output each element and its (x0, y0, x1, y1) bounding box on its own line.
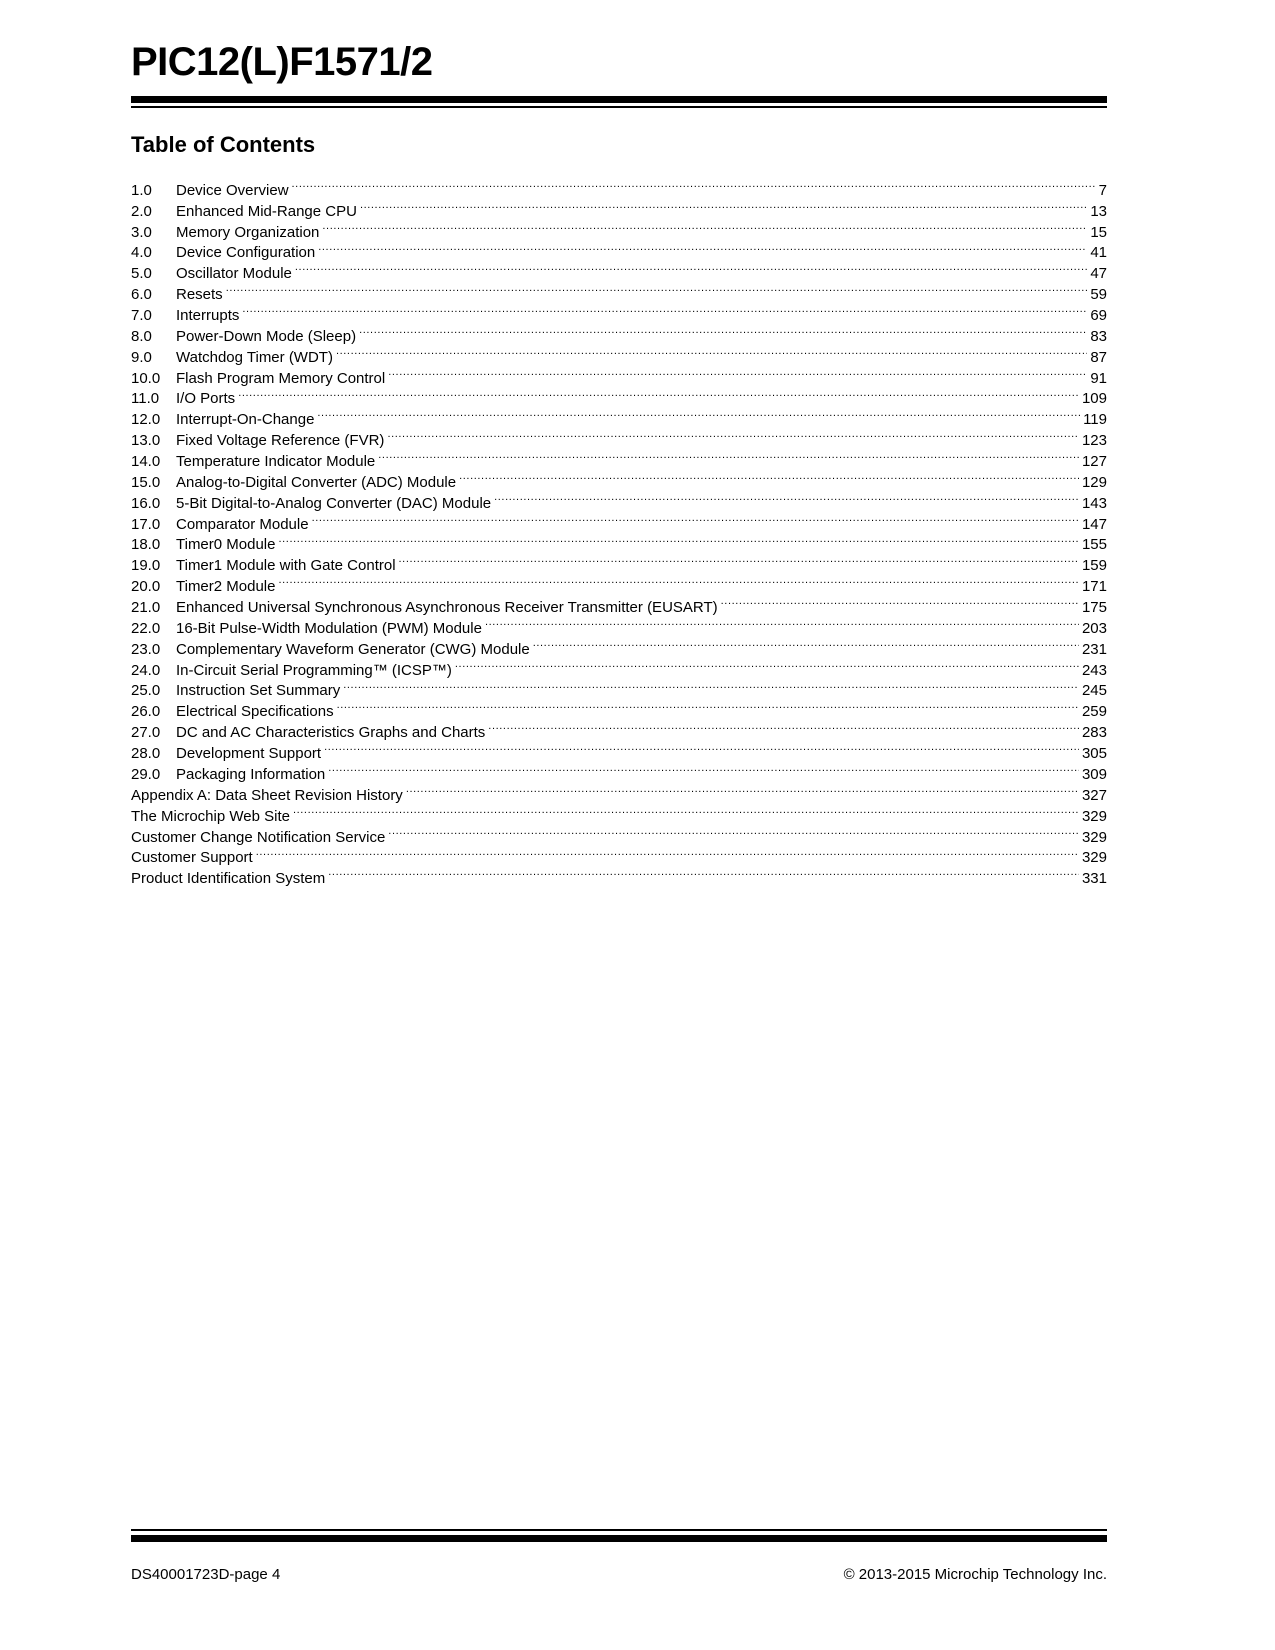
toc-entry-label[interactable]: Timer0 Module (176, 536, 276, 554)
toc-entry-page-number[interactable]: 329 (1081, 807, 1107, 825)
toc-entry-leader-dots (278, 529, 1078, 550)
toc-entry-leader-dots (399, 549, 1079, 570)
toc-entry-number: 26.0 (131, 703, 161, 721)
toc-entry-label[interactable]: Complementary Waveform Generator (CWG) Module (176, 640, 530, 658)
toc-entry[interactable] (131, 383, 1107, 408)
toc-entry-label[interactable]: Fixed Voltage Reference (FVR) (176, 432, 385, 450)
toc-entry-page-number[interactable]: 7 (1098, 181, 1107, 199)
toc-entry-label[interactable]: Development Support (176, 745, 322, 763)
toc-entry-number: 28.0 (131, 745, 161, 763)
toc-entry-leader-dots (328, 758, 1079, 779)
toc-entry-leader-dots (721, 591, 1079, 612)
toc-entry-leader-dots (533, 633, 1079, 654)
toc-entry-number: 23.0 (131, 640, 161, 658)
toc-entry-leader-dots (388, 821, 1079, 842)
toc-entry-label[interactable]: The Microchip Web Site (131, 807, 290, 825)
toc-entry-number: 7.0 (131, 307, 152, 325)
toc-entry-page-number[interactable]: 129 (1081, 473, 1107, 491)
toc-entry-page-number[interactable]: 231 (1081, 640, 1107, 658)
toc-entry-leader-dots (256, 842, 1079, 863)
toc-entry-number: 5.0 (131, 265, 152, 283)
toc-entry-number: 25.0 (131, 682, 161, 700)
toc-entry-label[interactable]: Timer1 Module with Gate Control (176, 557, 396, 575)
toc-entry-leader-dots (328, 862, 1079, 883)
toc-entry-leader-dots (488, 716, 1079, 737)
toc-entry-label[interactable]: Analog-to-Digital Converter (ADC) Module (176, 473, 457, 491)
toc-entry-label[interactable]: Timer2 Module (176, 578, 276, 596)
toc-entry-page-number[interactable]: 329 (1081, 849, 1107, 867)
toc-entry-label[interactable]: Customer Change Notification Service (131, 828, 386, 846)
toc-entry-number: 16.0 (131, 494, 161, 512)
toc-entry-page-number[interactable]: 41 (1090, 244, 1107, 262)
toc-entry-page-number[interactable]: 109 (1081, 390, 1107, 408)
toc-entry-label[interactable]: Appendix A: Data Sheet Revision History (131, 786, 403, 804)
toc-entry-label[interactable]: Device Overview (176, 181, 289, 199)
toc-entry-number: 19.0 (131, 557, 161, 575)
toc-entry-leader-dots (317, 403, 1080, 424)
toc-entry-number: 24.0 (131, 661, 161, 679)
toc-entry-number: 15.0 (131, 473, 161, 491)
toc-entry-label[interactable]: 16-Bit Pulse-Width Modulation (PWM) Module (176, 619, 482, 637)
toc-entry-page-number[interactable]: 69 (1090, 307, 1107, 325)
toc-entry-leader-dots (312, 508, 1079, 529)
toc-entry-label[interactable]: Resets (176, 286, 223, 304)
toc-entry-page-number[interactable]: 123 (1081, 432, 1107, 450)
toc-entry-label[interactable]: Flash Program Memory Control (176, 369, 386, 387)
toc-entry-label[interactable]: DC and AC Characteristics Graphs and Charts (176, 724, 486, 742)
toc-entry[interactable] (131, 549, 1107, 575)
toc-entry-label[interactable]: Temperature Indicator Module (176, 453, 376, 471)
toc-entry-label[interactable]: I/O Ports (176, 390, 236, 408)
toc-entry-page-number[interactable]: 243 (1081, 661, 1107, 679)
toc-list (131, 174, 1107, 888)
toc-entry-page-number[interactable]: 155 (1081, 536, 1107, 554)
footer-rule-thick (131, 1535, 1107, 1542)
footer-rule-thin (131, 1529, 1107, 1531)
toc-entry-label[interactable]: Enhanced Universal Synchronous Asynchronous Receiver Transmitter (EUSART) (176, 599, 718, 617)
toc-entry-page-number[interactable]: 203 (1081, 619, 1107, 637)
footer-doc-page: DS40001723D-page 4 (131, 1566, 281, 1583)
toc-entry-leader-dots (459, 466, 1079, 487)
header-rule-thick (131, 96, 1107, 103)
toc-entry-number: 17.0 (131, 515, 161, 533)
toc-entry-page-number[interactable]: 159 (1081, 557, 1107, 575)
toc-entry-label[interactable]: Comparator Module (176, 515, 309, 533)
toc-entry-number: 20.0 (131, 578, 161, 596)
toc-entry-label[interactable]: 5-Bit Digital-to-Analog Converter (DAC) Module (176, 494, 492, 512)
toc-entry-number: 10.0 (131, 369, 161, 387)
toc-entry-page-number[interactable]: 143 (1081, 494, 1107, 512)
toc-entry[interactable] (131, 842, 1107, 867)
toc-entry-number: 21.0 (131, 599, 161, 617)
toc-entry-page-number[interactable]: 305 (1081, 745, 1107, 763)
toc-entry-leader-dots (238, 383, 1079, 404)
toc-entry-page-number[interactable]: 331 (1081, 870, 1107, 888)
toc-entry-leader-dots (336, 341, 1087, 362)
toc-entry-label[interactable]: Enhanced Mid-Range CPU (176, 202, 357, 220)
toc-entry[interactable] (131, 403, 1107, 429)
toc-entry-label[interactable]: Memory Organization (176, 223, 320, 241)
toc-entry-label[interactable]: Electrical Specifications (176, 703, 334, 721)
toc-entry-leader-dots (343, 675, 1079, 696)
toc-entry-number: 6.0 (131, 286, 152, 304)
toc-entry-leader-dots (337, 695, 1079, 716)
toc-entry-number: 9.0 (131, 348, 152, 366)
toc-entry-number: 4.0 (131, 244, 152, 262)
toc-entry-label[interactable]: In-Circuit Serial Programming™ (ICSP™) (176, 661, 452, 679)
toc-entry-number: 1.0 (131, 181, 152, 199)
toc-entry[interactable] (131, 320, 1107, 345)
footer-copyright: © 2013-2015 Microchip Technology Inc. (843, 1566, 1107, 1583)
toc-entry-leader-dots (359, 320, 1087, 341)
toc-entry-number: 18.0 (131, 536, 161, 554)
toc-entry-leader-dots (455, 654, 1079, 675)
toc-entry-page-number[interactable]: 83 (1090, 327, 1107, 345)
toc-entry-number: 8.0 (131, 327, 152, 345)
toc-entry-label[interactable]: Interrupt-On-Change (176, 411, 315, 429)
toc-entry-label[interactable]: Customer Support (131, 849, 253, 867)
toc-entry[interactable] (131, 299, 1107, 325)
toc-entry-leader-dots (494, 487, 1079, 508)
toc-entry-number: 22.0 (131, 619, 161, 637)
header-rule-thin (131, 106, 1107, 108)
toc-entry-page-number[interactable]: 147 (1081, 515, 1107, 533)
toc-entry-label[interactable]: Oscillator Module (176, 265, 292, 283)
toc-entry-page-number[interactable]: 59 (1090, 286, 1107, 304)
toc-entry-leader-dots (387, 424, 1079, 445)
toc-entry-leader-dots (324, 737, 1079, 758)
toc-entry-number: 11.0 (131, 390, 160, 408)
toc-entry[interactable] (131, 591, 1107, 617)
toc-entry-label[interactable]: Watchdog Timer (WDT) (176, 348, 333, 366)
toc-entry-number: 2.0 (131, 202, 152, 220)
toc-entry-page-number[interactable]: 283 (1081, 724, 1107, 742)
toc-entry-leader-dots (360, 195, 1087, 216)
toc-entry-number: 14.0 (131, 453, 161, 471)
toc-entry-leader-dots (318, 237, 1087, 258)
toc-entry-leader-dots (226, 278, 1088, 299)
toc-entry-leader-dots (378, 445, 1079, 466)
toc-entry-page-number[interactable]: 47 (1090, 265, 1107, 283)
toc-entry-label[interactable]: Power-Down Mode (Sleep) (176, 327, 357, 345)
toc-entry-leader-dots (292, 174, 1096, 195)
toc-entry-leader-dots (242, 299, 1087, 320)
toc-entry-leader-dots (293, 800, 1079, 821)
toc-entry[interactable] (131, 278, 1107, 304)
toc-entry-page-number[interactable]: 171 (1081, 578, 1107, 596)
toc-entry-page-number[interactable]: 15 (1090, 223, 1107, 241)
toc-entry-leader-dots (406, 779, 1079, 800)
toc-entry-label[interactable]: Instruction Set Summary (176, 682, 341, 700)
toc-entry-page-number[interactable]: 327 (1081, 786, 1107, 804)
document-title: PIC12(L)F1571/2 (131, 40, 433, 84)
toc-entry-number: 3.0 (131, 223, 152, 241)
toc-entry-number: 27.0 (131, 724, 161, 742)
toc-entry-page-number[interactable]: 91 (1090, 369, 1107, 387)
toc-entry-page-number[interactable]: 13 (1090, 202, 1107, 220)
toc-entry-page-number[interactable]: 309 (1081, 765, 1107, 783)
toc-entry-page-number[interactable]: 175 (1081, 599, 1107, 617)
toc-entry-leader-dots (322, 216, 1087, 237)
toc-entry-page-number[interactable]: 259 (1081, 703, 1107, 721)
toc-entry[interactable] (131, 862, 1107, 888)
toc-entry-leader-dots (388, 362, 1087, 383)
toc-entry-number: 13.0 (131, 432, 161, 450)
toc-heading: Table of Contents (131, 132, 316, 157)
toc-entry-page-number[interactable]: 87 (1090, 348, 1107, 366)
toc-entry-page-number[interactable]: 245 (1081, 682, 1107, 700)
toc-entry-number: 29.0 (131, 765, 161, 783)
toc-entry-label[interactable]: Interrupts (176, 307, 240, 325)
toc-entry-number: 12.0 (131, 411, 161, 429)
toc-entry-leader-dots (295, 257, 1087, 278)
toc-entry-page-number[interactable]: 329 (1081, 828, 1107, 846)
toc-entry-page-number[interactable]: 119 (1083, 411, 1107, 429)
toc-entry[interactable] (131, 174, 1107, 199)
toc-entry-label[interactable]: Device Configuration (176, 244, 316, 262)
toc-entry-page-number[interactable]: 127 (1081, 453, 1107, 471)
toc-entry-label[interactable]: Packaging Information (176, 765, 326, 783)
toc-entry-label[interactable]: Product Identification System (131, 870, 326, 888)
toc-entry-leader-dots (485, 612, 1079, 633)
toc-entry-leader-dots (278, 570, 1078, 591)
